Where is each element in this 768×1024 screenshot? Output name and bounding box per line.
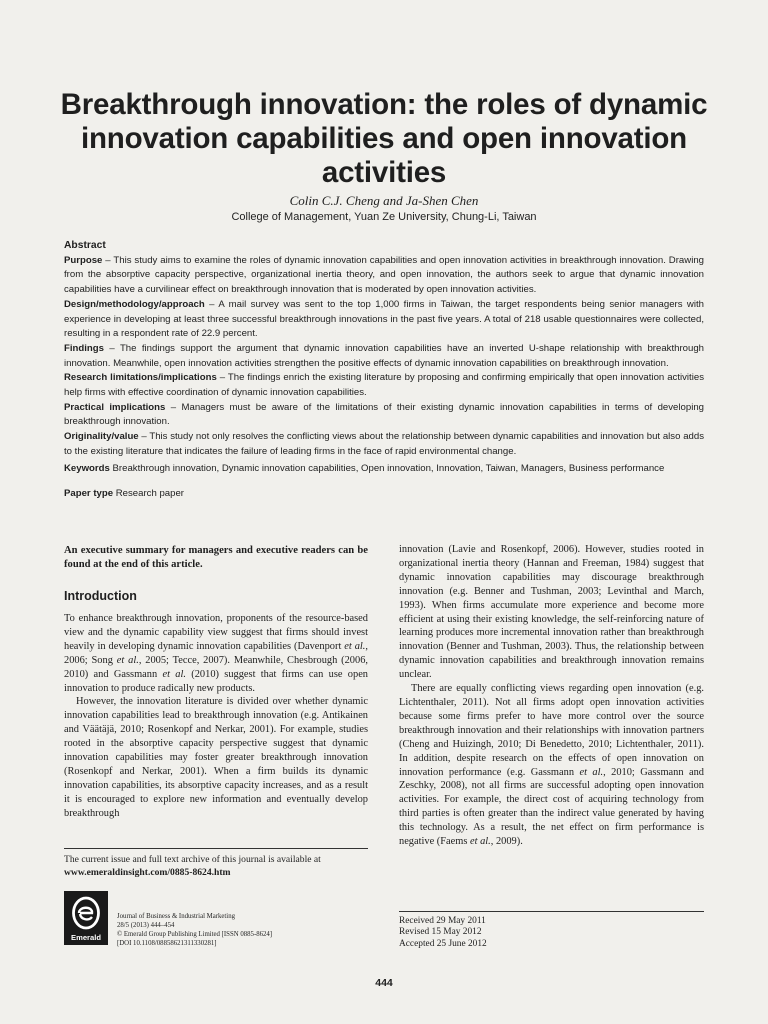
text-run: , 2009). — [490, 836, 523, 848]
keywords — [64, 463, 714, 474]
journal-availability-note — [64, 853, 368, 879]
keywords-label: Keywords — [64, 463, 110, 474]
abstract-text: – Managers must be aware of the limitations of their existing dynamic innovation capabilities in terms of developing breakthrough innovation. — [64, 401, 704, 428]
abstract-text: – This study not only resolves the conflicting views about the relationship between dynamic capabilities and innovation but also adds to the existing literature that indicates the failure of leading firms in the face of rapid environmental change. — [64, 431, 704, 457]
body-paragraph: innovation (Lavie and Rosenkopf, 2006). However, studies rooted in organizational inertia theory (Hannan and Freeman, 1984) suggest that dynamic innovation capabilities may discourage breakthrough innovation (e.g. Benner and Tushman, 2003; Levinthal and March, 1993). When firms accumulate more experience and become more efficient at using their existing knowledge, the self-reinforcing nature of learning produces more incremental innovation rather than breakthrough innovation (Benner and Tushman, 2003). Thus, the relationship between dynamic innovation capabilities and breakthrough innovation remains unclear. — [399, 544, 704, 681]
abstract-label: Originality/value — [64, 431, 139, 443]
journal-name: Journal of Business & Industrial Marketing — [117, 913, 235, 920]
revised-date: Revised 15 May 2012 — [399, 927, 482, 938]
abstract-label: Design/methodology/approach — [64, 298, 205, 310]
emerald-logo — [64, 891, 108, 945]
abstract-originality — [64, 430, 704, 459]
text-run: et al. — [162, 668, 186, 680]
abstract-research-limitations — [64, 371, 704, 400]
journal-url-link[interactable]: www.emeraldinsight.com/0885-8624.htm — [64, 867, 231, 879]
abstract-text: – The findings support the argument that dynamic innovation capabilities have an inverted U-shape relationship with breakthrough innovation. Meanwhile, open innovation activities strengthen the positive effects of dynamic innovation capabilities on breakthrough innovation. — [64, 342, 704, 369]
abstract-label: Purpose — [64, 254, 103, 266]
body-paragraph — [399, 682, 704, 849]
journal-info — [117, 912, 367, 948]
page-number: 444 — [375, 977, 393, 989]
text-run: To enhance breakthrough innovation, proponents of the resource-based view and the dynamic capability view suggest that firms should invest heavily in developing dynamic innovation capabilities (Davenport — [64, 613, 368, 652]
executive-summary-note: An executive summary for managers and executive readers can be found at the end of this article. — [64, 545, 368, 570]
journal-doi: [DOI 10.1108/08858621311330281] — [117, 940, 217, 948]
text-run: et al. — [344, 640, 366, 652]
article-title: Breakthrough innovation: the roles of dynamic innovation capabilities and open innovation activities — [60, 88, 708, 189]
text-run: , 2005; Tecce, 2007). Meanwhile, Chesbrough (2006, 2010) and Gassmann — [64, 654, 368, 680]
text-run: , 2006; Song — [64, 640, 369, 666]
accepted-date: Accepted 25 June 2012 — [399, 938, 487, 949]
emerald-logo-icon — [71, 896, 101, 930]
body-column-right — [399, 543, 704, 849]
body-column-left — [64, 612, 368, 821]
introduction-heading: Introduction — [64, 589, 137, 603]
abstract-label: Research limitations/implications — [64, 372, 217, 384]
body-paragraph: However, the innovation literature is divided over whether dynamic innovation capabilities lead to breakthrough innovation (e.g. Antikainen and Väätäjä, 2010; Rosenkopf and Nerkar, 2001). For example, studies rooted in the absorptive capacity perspective suggest that dynamic innovation capabilities may foster greater breakthrough innovation (Rosenkopf and Nerkar, 2001). When a firm builds its dynamic innovation capabilities, its absorptive capacity increases, and as a result it is encouraged to explore new information and eventually develop breakthrough — [64, 696, 368, 819]
paper-type-text: Research paper — [113, 488, 184, 499]
abstract-label: Findings — [64, 342, 104, 354]
text-run: et al. — [469, 836, 491, 848]
article-history — [399, 916, 704, 950]
journal-volume: 28/5 (2013) 444–454 — [117, 922, 175, 930]
abstract-text: – This study aims to examine the roles of dynamic innovation capabilities and open innovation activities in breakthrough innovation. Drawing from the absorptive capacity perspective, organizational inertia theory, and open innovation, the authors seek to argue that dynamic innovation capabilities have a curvilinear effect on breakthrough innovation that is moderated by open innovation activities. — [64, 254, 704, 296]
footnote-divider — [64, 848, 368, 849]
keywords-text: Breakthrough innovation, Dynamic innovation capabilities, Open innovation, Innovation, Taiwan, Managers, Business performance — [109, 463, 665, 474]
received-date: Received 29 May 2011 — [399, 916, 486, 926]
authors: Colin C.J. Cheng and Ja-Shen Chen — [289, 193, 479, 208]
paper-type — [64, 488, 714, 499]
affiliation: College of Management, Yuan Ze University, Chung-Li, Taiwan — [231, 211, 537, 223]
abstract-text: – A mail survey was sent to the top 1,000 firms in Taiwan, the target respondents being senior managers with experience in developing at least three successful breakthrough innovations in the past five years. A total of 218 usable questionnaires were collected, resulting in a respondent rate of 22.9 percent. — [64, 298, 704, 340]
text-run: et al. — [116, 654, 139, 666]
footnote-text: The current issue and full text archive of this journal is available at — [64, 854, 321, 865]
paper-type-label: Paper type — [64, 488, 114, 499]
text-run: (2010) suggest that firms can use open innovation to produce radically new products. — [64, 668, 368, 694]
abstract-heading: Abstract — [64, 240, 106, 251]
text-run: There are equally conflicting views regarding open innovation (e.g. Lichtenthaler, 2011). Not all firms adopt open innovation activities because some firms prefer to have more control over the source breakthrough innovation and their relationships with innovation partners (Cheng and Huizingh, 2010; Di Benedetto, 2010; Lichtenthaler, 2011). In addition, despite research on the effects of open innovation on innovation performance (e.g. Gassmann — [399, 683, 704, 778]
abstract-findings — [64, 342, 704, 371]
abstract-purpose — [64, 254, 704, 298]
abstract-label: Practical implications — [64, 401, 166, 413]
emerald-logo-text: Emerald — [71, 933, 101, 942]
abstract-text: – The findings enrich the existing literature by proposing and confirming empirically that open innovation activities help firms with effective coordination of dynamic innovation capabilities. — [64, 372, 704, 399]
abstract — [64, 239, 704, 460]
journal-copyright: © Emerald Group Publishing Limited [ISSN 0885-8624] — [117, 931, 273, 939]
text-run: et al. — [579, 766, 604, 778]
abstract-practical-implications — [64, 401, 704, 430]
body-paragraph — [64, 612, 368, 695]
text-run: , 2010; Gassmann and Zeschky, 2008), not all firms are successful adopting open innovation activities. For example, the direct cost of acquiring technology from third parties is often greater than the indirect value generated by having this technology. As a result, the net effect on firm performance is negative (Faems — [399, 766, 704, 848]
abstract-design — [64, 298, 704, 342]
history-divider — [399, 911, 704, 912]
